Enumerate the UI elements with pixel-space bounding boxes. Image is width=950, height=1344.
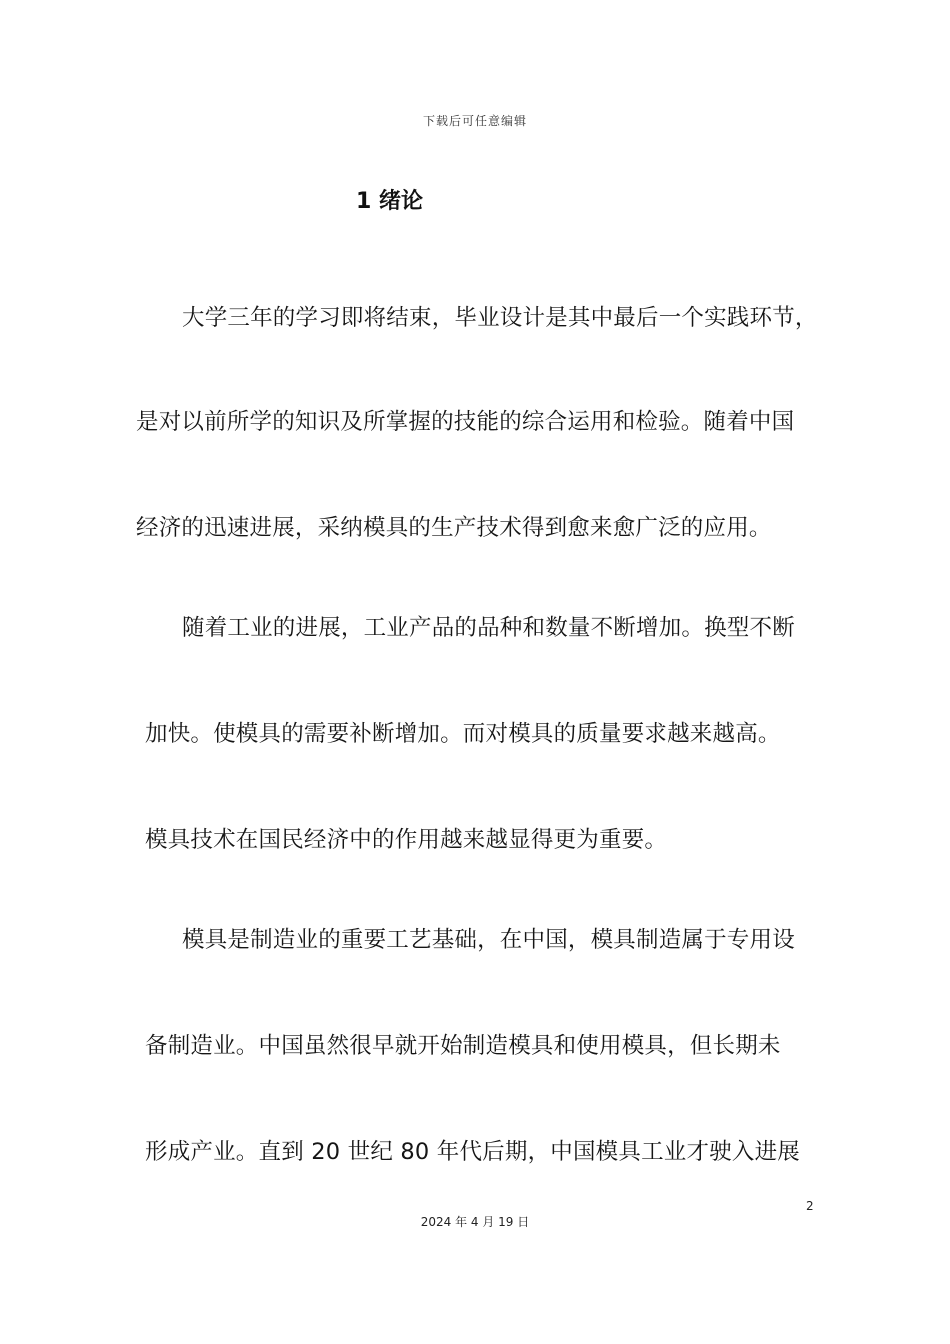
paragraph-line: 随着工业的进展，工业产品的品种和数量不断增加。换型不断 xyxy=(182,615,795,641)
paragraph-line: 加快。使模具的需要补断增加。而对模具的质量要求越来越高。 xyxy=(145,721,781,747)
paragraph-line: 经济的迅速进展，采纳模具的生产技术得到愈来愈广泛的应用。 xyxy=(136,515,772,541)
header-note: 下载后可任意编辑 xyxy=(422,114,527,128)
paragraph-line: 模具是制造业的重要工艺基础，在中国，模具制造属于专用设 xyxy=(182,927,795,953)
paragraph-line: 大学三年的学习即将结束，毕业设计是其中最后一个实践环节， xyxy=(182,305,818,331)
paragraph-line: 模具技术在国民经济中的作用越来越显得更为重要。 xyxy=(145,827,668,853)
paragraph-line: 形成产业。直到 20 世纪 80 年代后期，中国模具工业才驶入进展 xyxy=(145,1139,800,1165)
paragraph-line: 是对以前所学的知识及所掌握的技能的综合运用和检验。随着中国 xyxy=(136,409,795,435)
footer-date: 2024 年 4 月 19 日 xyxy=(420,1215,530,1229)
chapter-title: 1 绪论 xyxy=(356,189,423,214)
paragraph-line: 备制造业。中国虽然很早就开始制造模具和使用模具，但长期未 xyxy=(145,1033,781,1059)
page-number: 2 xyxy=(806,1199,814,1213)
